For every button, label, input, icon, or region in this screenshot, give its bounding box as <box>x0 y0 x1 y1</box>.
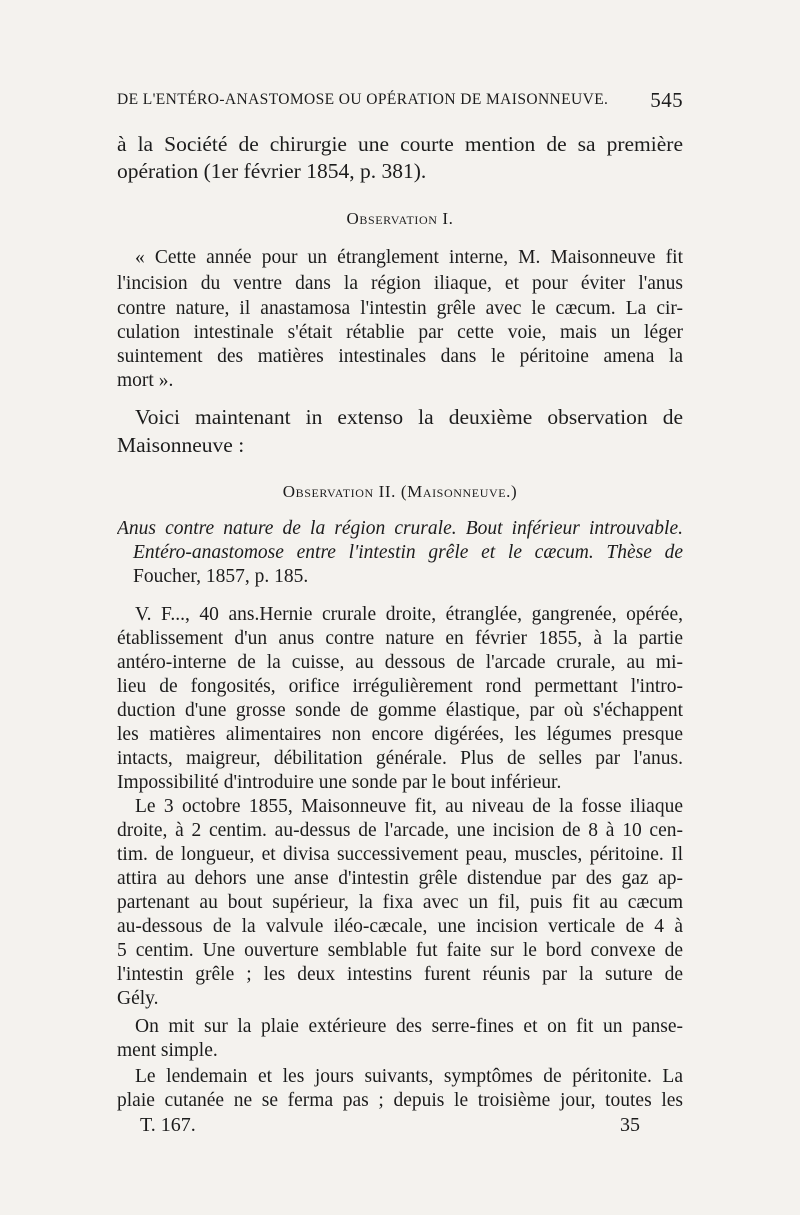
text-line: Gély. <box>117 988 159 1009</box>
text-line: au-dessous de la valvule iléo-cæcale, une incision verticale de 4 à <box>117 916 683 937</box>
text-line: partenant au bout supérieur, la fixa avec un fil, puis fit au cæcum <box>117 892 683 913</box>
text-line: intacts, maigreur, débilitation générale. Plus de selles par l'anus. <box>117 748 683 769</box>
abstract-line: Entéro-anastomose entre l'intestin grêle et le cæcum. Thèse de <box>133 542 683 563</box>
text-line: à la Société de chirurgie une courte mention de sa première <box>117 132 683 156</box>
text-line: antéro-interne de la cuisse, au dessous de l'arcade crurale, au mi- <box>117 652 683 673</box>
text-line: tim. de longueur, et divisa successivement peau, muscles, péritoine. Il <box>117 844 683 865</box>
text-line: opération (1er février 1854, p. 381). <box>117 159 427 183</box>
text-line: plaie cutanée ne se ferma pas ; depuis le troisième jour, toutes les <box>117 1090 683 1111</box>
page-number: 545 <box>650 88 683 112</box>
text-line: 5 centim. Une ouverture semblable fut faite sur le bord convexe de <box>117 940 683 961</box>
observation-heading: Observation II. (Maisonneuve.) <box>282 482 518 501</box>
running-header <box>117 86 683 114</box>
text-line: Le 3 octobre 1855, Maisonneuve fit, au niveau de la fosse iliaque <box>135 796 683 817</box>
signature-mark: 35 <box>620 1114 640 1136</box>
text-line: Impossibilité d'introduire une sonde par le bout inférieur. <box>117 772 562 793</box>
text-line: V. F..., 40 ans.Hernie crurale droite, étranglée, gangrenée, opérée, <box>135 604 683 625</box>
abstract-line: Foucher, 1857, p. 185. <box>133 566 309 587</box>
text-line: attira au dehors une anse d'intestin grêle distendue par des gaz ap- <box>117 868 683 889</box>
text-line: « Cette année pour un étranglement interne, M. Maisonneuve fit <box>135 247 683 268</box>
abstract-line: Anus contre nature de la région crurale. Bout inférieur introuvable. <box>117 518 683 539</box>
text-line: les matières alimentaires non encore digérées, les légumes presque <box>117 724 683 745</box>
text-line: On mit sur la plaie extérieure des serre-fines et on fit un panse- <box>135 1016 683 1037</box>
text-line: suintement des matières intestinales dans le péritoine amena la <box>117 346 683 367</box>
volume-number: T. 167. <box>140 1114 196 1136</box>
text-line: établissement d'un anus contre nature en février 1855, à la partie <box>117 628 683 649</box>
text-line: l'intestin grêle ; les deux intestins furent réunis par la suture de <box>117 964 683 985</box>
running-title: DE L'ENTÉRO-ANASTOMOSE OU OPÉRATION DE MAISONNEUVE. <box>117 91 609 108</box>
text-line: Le lendemain et les jours suivants, symptômes de péritonite. La <box>135 1066 683 1087</box>
text-line: ment simple. <box>117 1040 218 1061</box>
text-line: l'incision du ventre dans la région iliaque, et pour éviter l'anus <box>117 273 683 294</box>
text-line: duction d'une grosse sonde de gomme élastique, par où s'échappent <box>117 700 683 721</box>
text-line: mort ». <box>117 370 174 391</box>
observation-heading: Observation I. <box>346 209 454 228</box>
text-line: droite, à 2 centim. au-dessus de l'arcade, une incision de 8 à 10 cen- <box>117 820 683 841</box>
text-line: culation intestinale s'était rétablie par cette voie, mais un léger <box>117 322 683 343</box>
text-line: Maisonneuve : <box>117 433 245 457</box>
page-footer <box>140 1111 640 1139</box>
text-line: contre nature, il anastamosa l'intestin grêle avec le cæcum. La cir- <box>117 298 683 319</box>
text-line: Voici maintenant in extenso la deuxième observation de <box>135 405 683 429</box>
text-line: lieu de fongosités, orifice irrégulièrement rond permettant l'intro- <box>117 676 683 697</box>
